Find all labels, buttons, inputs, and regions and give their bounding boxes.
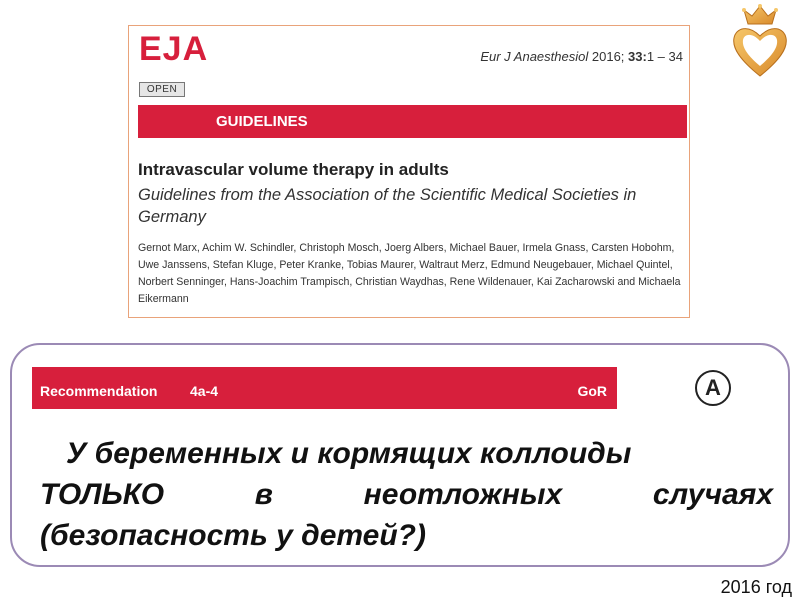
article-header-image xyxy=(128,25,690,318)
recommendation-bar xyxy=(32,367,617,409)
citation-year: 2016; xyxy=(591,49,625,64)
gor-label: GoR xyxy=(577,383,607,399)
citation xyxy=(480,49,683,64)
citation-volume: 33: xyxy=(628,49,647,64)
section-bar xyxy=(138,105,687,138)
recommendation-line-1: У беременных и кормящих коллоиды xyxy=(66,437,632,470)
journal-logo: EJA xyxy=(139,30,209,68)
grade-badge: A xyxy=(695,370,731,406)
author-list: Gernot Marx, Achim W. Schindler, Christoph Mosch, Joerg Albers, Michael Bauer, Irmela Gnass, Carsten Hobohm, Uwe Janssens, Stefan Kluge, Peter Kranke, Tobias Maurer, Waltraut Merz, Edmund Neugebauer, Michael Quintel, Norbert Senninger, Hans-Joachim Trampisch, Christian Waydhas, Rene Wildenauer, Kai Zacharowski and Michaela Eikermann xyxy=(138,242,681,305)
citation-journal: Eur J Anaesthesiol xyxy=(480,49,589,64)
heart-crown-icon xyxy=(730,2,790,80)
section-label: GUIDELINES xyxy=(216,113,308,130)
citation-pages: 1 – 34 xyxy=(646,49,683,64)
article-title: Intravascular volume therapy in adults xyxy=(138,160,449,179)
recommendation-label: Recommendation xyxy=(40,383,158,399)
recommendation-line-3: (безопасность у детей?) xyxy=(40,519,426,552)
open-access-badge: OPEN xyxy=(139,82,185,97)
article-subtitle: Guidelines from the Association of the Scientific Medical Societies in Germany xyxy=(138,186,637,226)
recommendation-line-2: ТОЛЬКО в неотложных случаях xyxy=(40,478,773,511)
recommendation-text xyxy=(40,433,773,556)
recommendation-code: 4a-4 xyxy=(190,383,219,399)
year-label: 2016 год xyxy=(720,577,792,597)
